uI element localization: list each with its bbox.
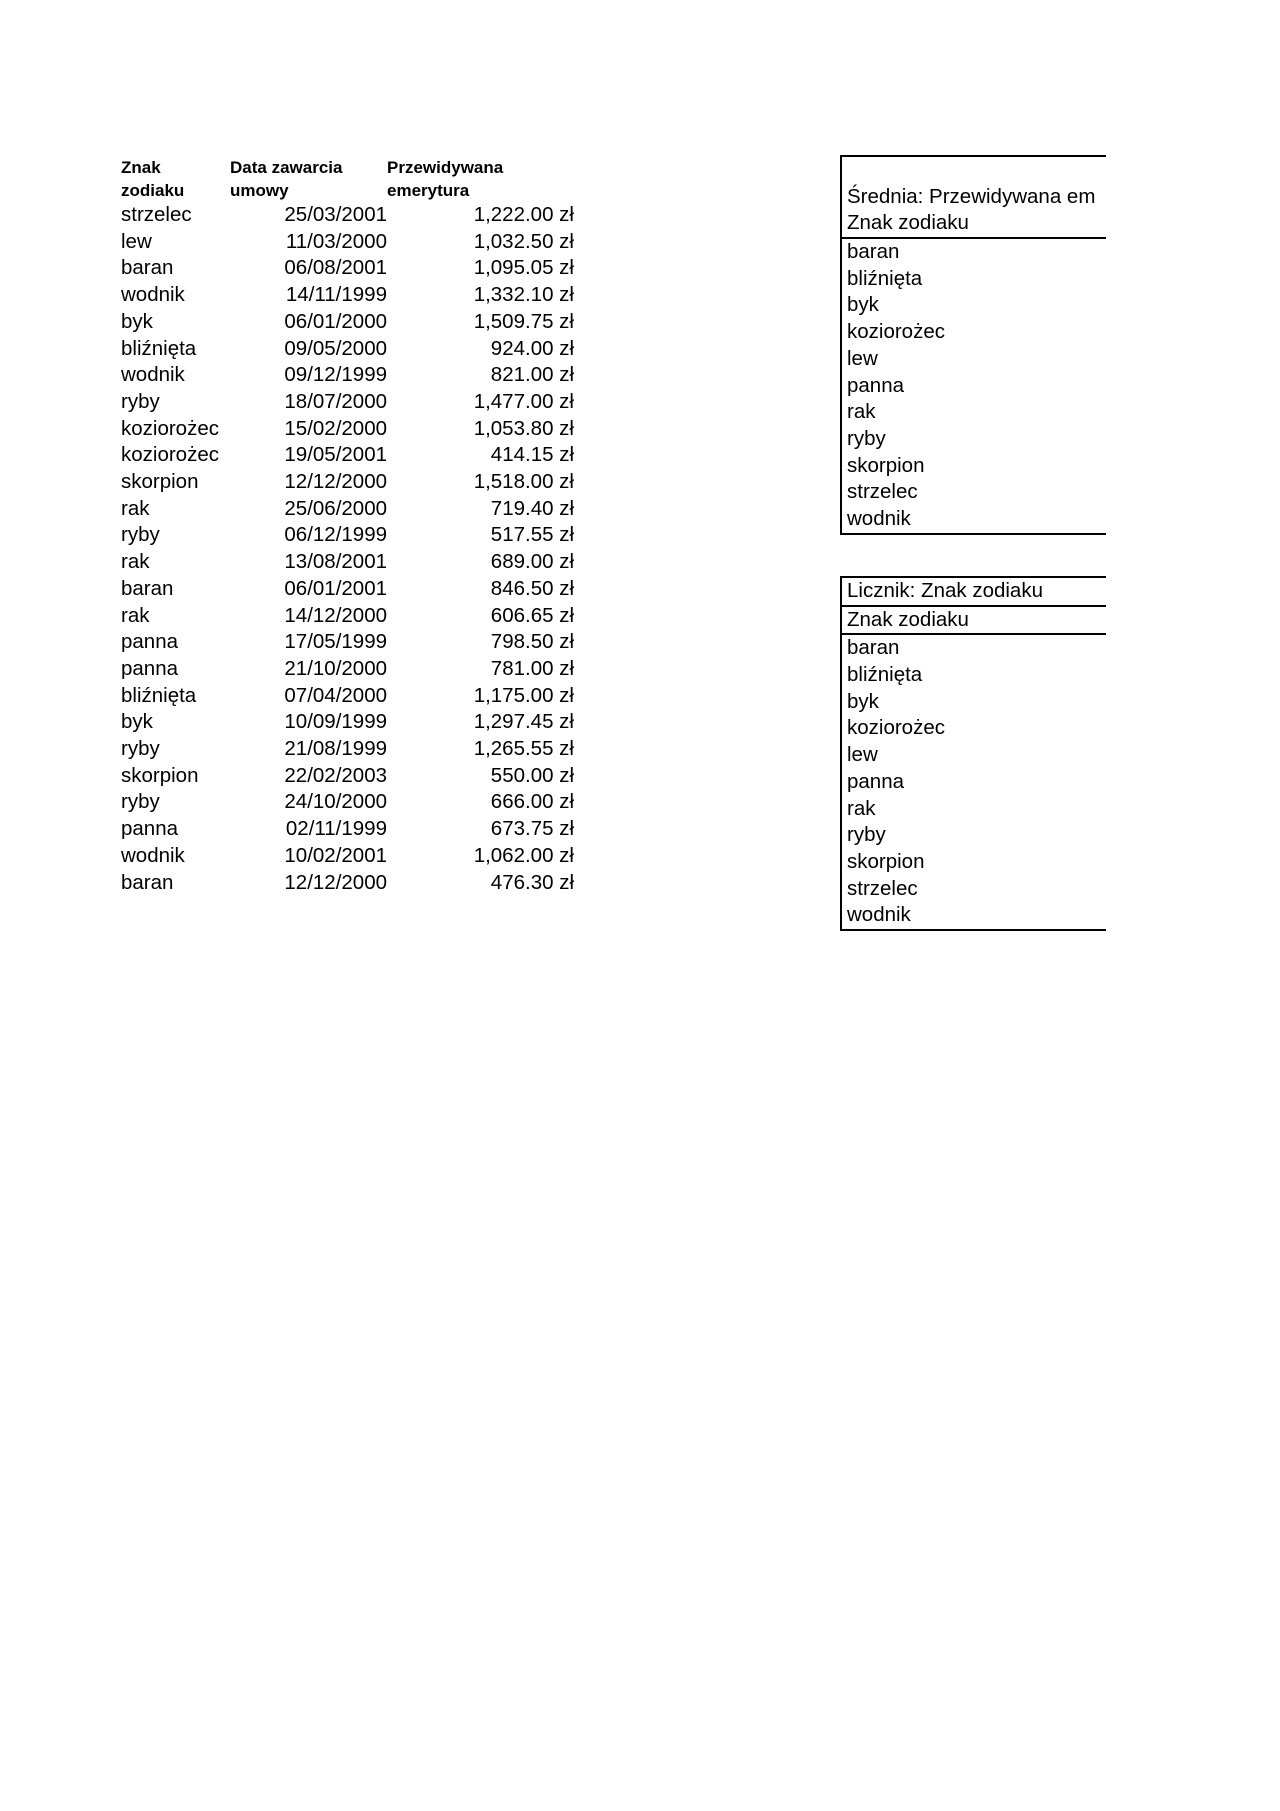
cell-zodiac-sign: wodnik xyxy=(121,843,185,867)
pivot-item: bliźnięta xyxy=(847,266,923,290)
cell-zodiac-sign: rak xyxy=(121,550,150,574)
cell-contract-date: 10/09/1999 xyxy=(284,710,387,734)
table-row xyxy=(121,202,574,229)
pivot-item: ryby xyxy=(847,823,886,847)
cell-contract-date: 18/07/2000 xyxy=(284,389,387,413)
table-row xyxy=(121,683,574,710)
header-zodiac-sign: Znak zodiaku xyxy=(121,158,185,200)
table-row xyxy=(121,870,574,897)
cell-zodiac-sign: lew xyxy=(121,229,152,253)
pivot-item: strzelec xyxy=(847,876,918,900)
table-header-row xyxy=(121,156,574,202)
cell-pension: 517.55 zł xyxy=(490,523,574,547)
cell-pension: 673.75 zł xyxy=(490,817,574,841)
cell-pension: 798.50 zł xyxy=(490,630,574,654)
cell-pension: 1,509.75 zł xyxy=(473,309,574,333)
pivot-item: strzelec xyxy=(847,480,918,504)
cell-pension: 846.50 zł xyxy=(490,576,574,600)
cell-pension: 821.00 zł xyxy=(490,363,574,387)
table-row xyxy=(121,629,574,656)
table-row xyxy=(121,282,574,309)
cell-zodiac-sign: wodnik xyxy=(121,283,185,307)
data-table xyxy=(121,156,574,896)
cell-contract-date: 09/05/2000 xyxy=(284,336,387,360)
pivot-item: wodnik xyxy=(847,903,911,927)
cell-contract-date: 02/11/1999 xyxy=(285,817,387,841)
pivot-avg-header: Znak zodiaku xyxy=(842,210,1106,239)
table-row xyxy=(121,309,574,336)
pivot-item: wodnik xyxy=(847,506,911,530)
cell-zodiac-sign: rak xyxy=(121,496,150,520)
pivot-item: skorpion xyxy=(847,849,925,873)
cell-contract-date: 14/11/1999 xyxy=(285,283,387,307)
cell-contract-date: 09/12/1999 xyxy=(284,363,387,387)
pivot-item: baran xyxy=(847,636,900,660)
pivot-avg-title: Średnia: Przewidywana em xyxy=(847,184,1096,208)
header-contract-date: Data zawarcia umowy xyxy=(230,158,343,200)
pivot-table-count xyxy=(840,576,1106,931)
cell-contract-date: 12/12/2000 xyxy=(284,470,387,494)
cell-pension: 1,062.00 zł xyxy=(473,843,574,867)
table-row xyxy=(121,789,574,816)
header-pension: Przewidywana emerytura xyxy=(387,158,504,200)
cell-zodiac-sign: ryby xyxy=(121,523,160,547)
cell-pension: 1,477.00 zł xyxy=(473,389,574,413)
pivot-item: koziorożec xyxy=(847,320,945,344)
cell-contract-date: 21/08/1999 xyxy=(284,737,387,761)
table-row xyxy=(121,229,574,256)
cell-pension: 550.00 zł xyxy=(490,763,574,787)
cell-contract-date: 06/08/2001 xyxy=(284,256,387,280)
cell-zodiac-sign: panna xyxy=(121,630,179,654)
cell-contract-date: 14/12/2000 xyxy=(284,603,387,627)
table-row xyxy=(121,522,574,549)
cell-contract-date: 19/05/2001 xyxy=(284,443,387,467)
pivot-spacer xyxy=(842,157,1106,184)
table-row xyxy=(121,469,574,496)
table-row xyxy=(121,496,574,523)
cell-zodiac-sign: byk xyxy=(121,309,153,333)
pivot-count-header: Znak zodiaku xyxy=(842,607,1106,636)
table-row xyxy=(121,389,574,416)
cell-contract-date: 06/01/2001 xyxy=(284,576,387,600)
table-row xyxy=(121,576,574,603)
pivot-item: koziorożec xyxy=(847,716,945,740)
cell-zodiac-sign: ryby xyxy=(121,737,160,761)
cell-zodiac-sign: ryby xyxy=(121,790,160,814)
cell-pension: 689.00 zł xyxy=(490,550,574,574)
table-row xyxy=(121,416,574,443)
pivot-count-items xyxy=(842,635,1106,929)
table-row xyxy=(121,603,574,630)
pivot-item: ryby xyxy=(847,426,886,450)
cell-zodiac-sign: strzelec xyxy=(121,203,192,226)
cell-pension: 1,095.05 zł xyxy=(473,256,574,280)
pivot-count-title: Licznik: Znak zodiaku xyxy=(842,578,1106,607)
pivot-item: byk xyxy=(847,293,879,317)
pivot-item: lew xyxy=(847,346,878,370)
cell-zodiac-sign: skorpion xyxy=(121,763,199,787)
cell-contract-date: 24/10/2000 xyxy=(284,790,387,814)
table-row xyxy=(121,736,574,763)
cell-pension: 1,518.00 zł xyxy=(473,470,574,494)
table-row xyxy=(121,763,574,790)
cell-zodiac-sign: baran xyxy=(121,256,174,280)
cell-contract-date: 06/12/1999 xyxy=(284,523,387,547)
table-row xyxy=(121,549,574,576)
pivot-item: bliźnięta xyxy=(847,663,923,687)
pivot-table-average xyxy=(840,155,1106,535)
cell-pension: 1,053.80 zł xyxy=(473,416,574,440)
cell-contract-date: 10/02/2001 xyxy=(284,843,387,867)
cell-pension: 1,175.00 zł xyxy=(473,683,574,707)
cell-zodiac-sign: wodnik xyxy=(121,363,185,387)
cell-contract-date: 17/05/1999 xyxy=(284,630,387,654)
cell-pension: 1,032.50 zł xyxy=(473,229,574,253)
table-body xyxy=(121,202,574,896)
cell-contract-date: 15/02/2000 xyxy=(284,416,387,440)
table-row xyxy=(121,442,574,469)
table-row xyxy=(121,336,574,363)
pivot-item: rak xyxy=(847,796,876,820)
pivot-item: rak xyxy=(847,400,876,424)
cell-zodiac-sign: baran xyxy=(121,576,174,600)
cell-zodiac-sign: koziorożec xyxy=(121,443,219,467)
cell-zodiac-sign: rak xyxy=(121,603,150,627)
table-row xyxy=(121,709,574,736)
cell-zodiac-sign: byk xyxy=(121,710,153,734)
cell-zodiac-sign: baran xyxy=(121,870,174,894)
cell-pension: 1,265.55 zł xyxy=(473,737,574,761)
cell-pension: 924.00 zł xyxy=(490,336,574,360)
pivot-item: baran xyxy=(847,240,900,264)
cell-pension: 606.65 zł xyxy=(490,603,574,627)
pivot-item: panna xyxy=(847,373,905,397)
cell-pension: 1,332.10 zł xyxy=(473,283,574,307)
table-row xyxy=(121,362,574,389)
table-row xyxy=(121,816,574,843)
cell-contract-date: 12/12/2000 xyxy=(284,870,387,894)
cell-contract-date: 11/03/2000 xyxy=(285,229,387,253)
cell-contract-date: 22/02/2003 xyxy=(284,763,387,787)
cell-pension: 1,222.00 zł xyxy=(473,203,574,226)
pivot-item: byk xyxy=(847,689,879,713)
cell-pension: 666.00 zł xyxy=(490,790,574,814)
pivot-item: lew xyxy=(847,743,878,767)
table-row xyxy=(121,255,574,282)
pivot-item: panna xyxy=(847,769,905,793)
cell-contract-date: 25/03/2001 xyxy=(284,203,387,226)
cell-contract-date: 21/10/2000 xyxy=(284,656,387,680)
cell-pension: 781.00 zł xyxy=(490,656,574,680)
cell-pension: 1,297.45 zł xyxy=(473,710,574,734)
cell-contract-date: 07/04/2000 xyxy=(284,683,387,707)
cell-pension: 719.40 zł xyxy=(490,496,574,520)
cell-zodiac-sign: panna xyxy=(121,817,179,841)
cell-zodiac-sign: bliźnięta xyxy=(121,683,197,707)
cell-zodiac-sign: skorpion xyxy=(121,470,199,494)
cell-zodiac-sign: panna xyxy=(121,656,179,680)
cell-zodiac-sign: ryby xyxy=(121,389,160,413)
cell-zodiac-sign: koziorożec xyxy=(121,416,219,440)
pivot-item: skorpion xyxy=(847,453,925,477)
cell-pension: 414.15 zł xyxy=(490,443,574,467)
cell-contract-date: 06/01/2000 xyxy=(284,309,387,333)
pivot-avg-items xyxy=(842,239,1106,533)
cell-contract-date: 25/06/2000 xyxy=(284,496,387,520)
table-row xyxy=(121,656,574,683)
cell-pension: 476.30 zł xyxy=(490,870,574,894)
cell-contract-date: 13/08/2001 xyxy=(284,550,387,574)
table-row xyxy=(121,843,574,870)
cell-zodiac-sign: bliźnięta xyxy=(121,336,197,360)
